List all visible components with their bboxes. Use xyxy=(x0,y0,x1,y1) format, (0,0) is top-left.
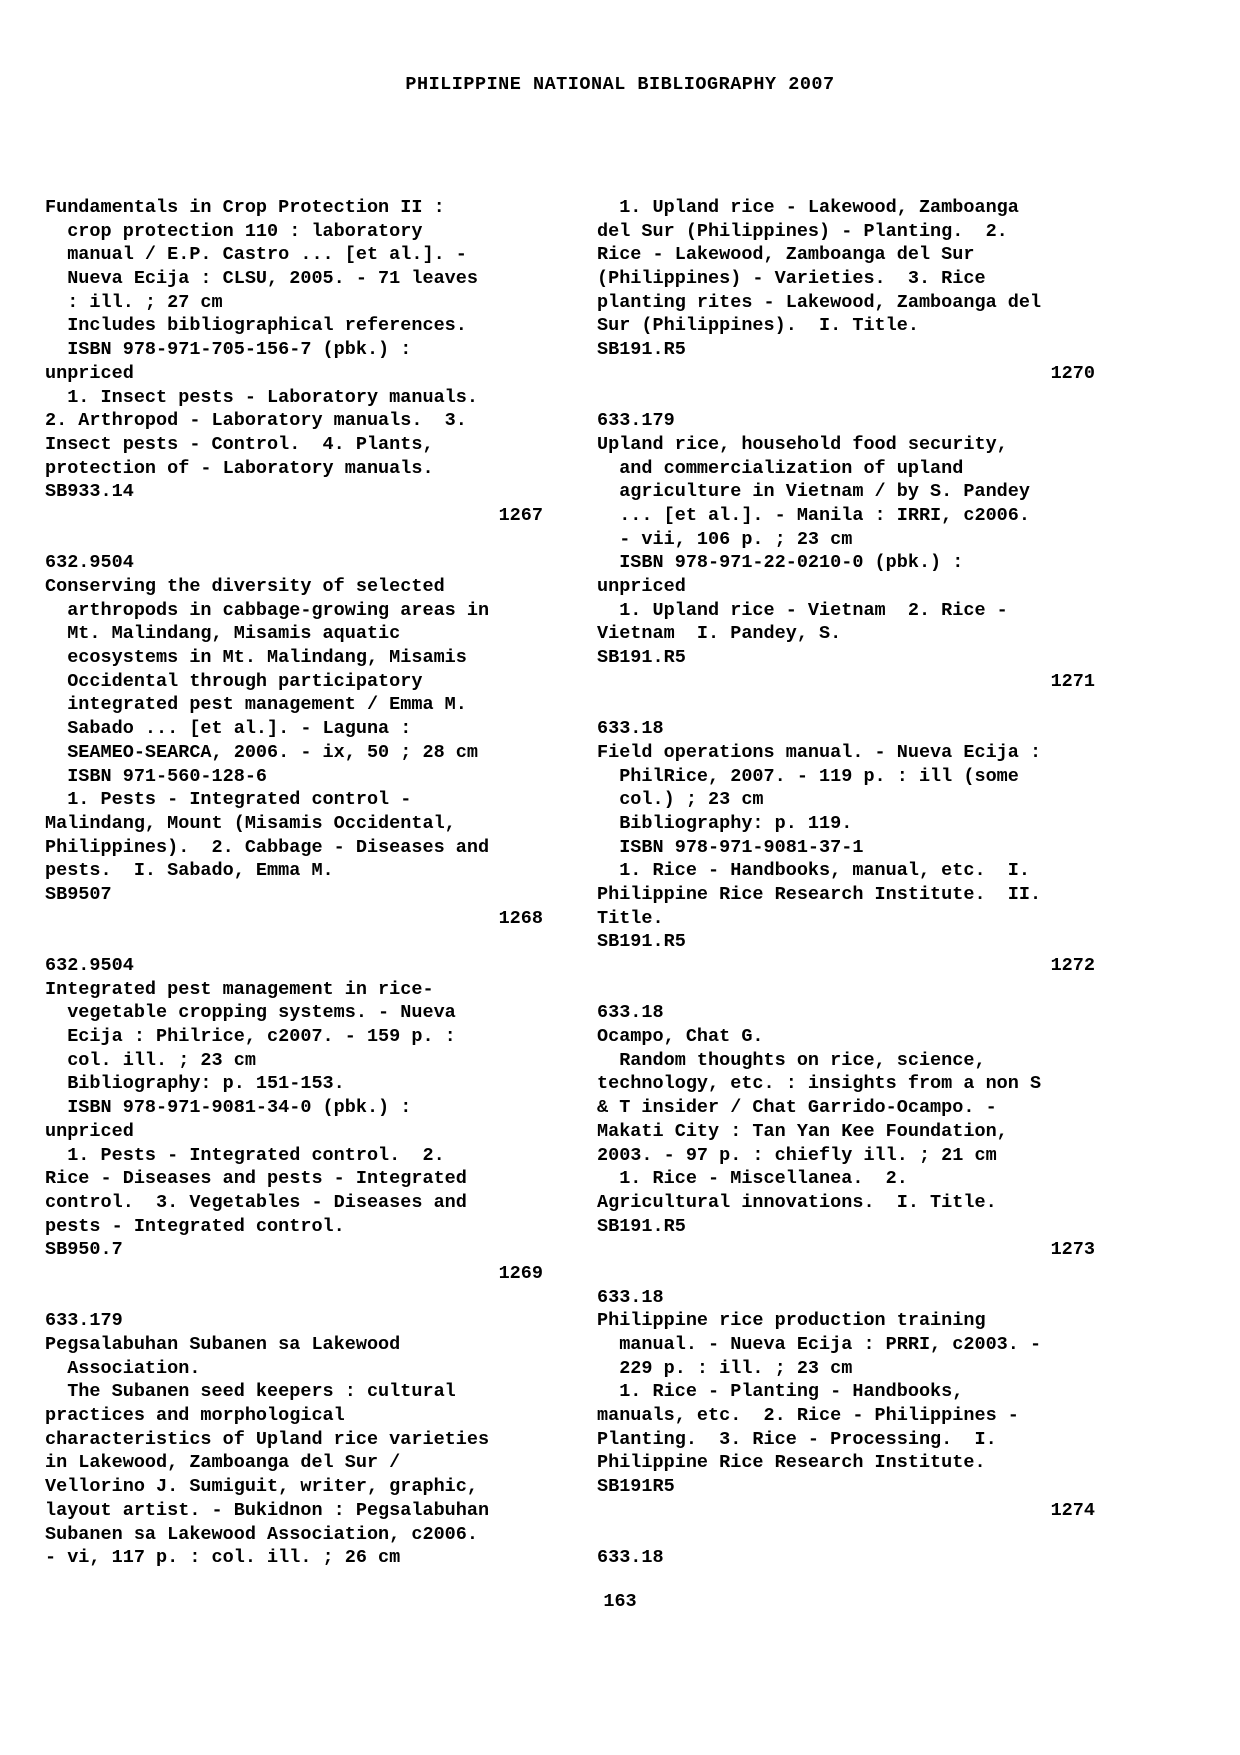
entry-line: Upland rice, household food security, xyxy=(597,433,1008,455)
bibliography-entry xyxy=(45,954,555,1286)
entry-line: 1. Rice - Handbooks, manual, etc. I. xyxy=(597,860,1030,882)
entry-line: 1. Upland rice - Vietnam 2. Rice - xyxy=(597,599,1008,621)
entry-line: Subanen sa Lakewood Association, c2006. xyxy=(45,1523,478,1545)
entry-line: 1. Pests - Integrated control - xyxy=(45,789,412,811)
entry-line: SEAMEO-SEARCA, 2006. - ix, 50 ; 28 cm xyxy=(45,741,478,763)
bibliography-entry xyxy=(597,409,1107,693)
entry-line: (Philippines) - Varieties. 3. Rice xyxy=(597,268,986,290)
entry-line: Association. xyxy=(45,1357,201,1379)
entry-line: in Lakewood, Zamboanga del Sur / xyxy=(45,1452,401,1474)
entry-line: Malindang, Mount (Misamis Occidental, xyxy=(45,812,456,834)
entry-line: Sur (Philippines). I. Title. xyxy=(597,315,919,337)
entry-line: Philippine Rice Research Institute. II. xyxy=(597,883,1042,905)
entry-line: 633.179 xyxy=(45,1310,123,1332)
entry-line: unpriced xyxy=(45,1120,134,1142)
entry-line: Planting. 3. Rice - Processing. I. xyxy=(597,1428,997,1450)
entry-line: practices and morphological xyxy=(45,1405,345,1427)
entry-line: Nueva Ecija : CLSU, 2005. - 71 leaves xyxy=(45,268,478,290)
entry-line: Vietnam I. Pandey, S. xyxy=(597,623,842,645)
left-column xyxy=(45,196,555,1594)
entry-line: unpriced xyxy=(45,362,134,384)
entry-line: SB191.R5 xyxy=(597,1215,686,1237)
entry-number: 1273 xyxy=(1050,1239,1095,1261)
entry-line: manuals, etc. 2. Rice - Philippines - xyxy=(597,1405,1019,1427)
entry-line: 1. Upland rice - Lakewood, Zamboanga xyxy=(597,197,1019,218)
entry-line: characteristics of Upland rice varieties xyxy=(45,1428,490,1450)
entry-line: Bibliography: p. 151-153. xyxy=(45,1073,345,1095)
entry-line: & T insider / Chat Garrido-Ocampo. - xyxy=(597,1097,997,1119)
page-number: 163 xyxy=(603,1591,637,1612)
entry-line: del Sur (Philippines) - Planting. 2. xyxy=(597,220,1008,242)
entry-line: 2. Arthropod - Laboratory manuals. 3. xyxy=(45,410,467,432)
bibliography-entry xyxy=(45,196,555,528)
entry-line: ... [et al.]. - Manila : IRRI, c2006. xyxy=(597,504,1030,526)
entry-line: Conserving the diversity of selected xyxy=(45,576,445,597)
entry-line: agriculture in Vietnam / by S. Pandey xyxy=(597,481,1030,503)
entry-number: 1270 xyxy=(1050,362,1095,384)
entry-line: pests - Integrated control. xyxy=(45,1215,345,1237)
entry-line: unpriced xyxy=(597,576,686,597)
entry-line: Agricultural innovations. I. Title. xyxy=(597,1191,997,1213)
entry-line: 633.18 xyxy=(597,1002,664,1024)
entry-line: Integrated pest management in rice- xyxy=(45,978,434,1000)
entry-line: Mt. Malindang, Misamis aquatic xyxy=(45,623,401,645)
entry-line: SB191.R5 xyxy=(597,931,686,953)
entry-line: Rice - Lakewood, Zamboanga del Sur xyxy=(597,244,975,266)
bibliography-entry xyxy=(597,1001,1107,1262)
entry-line: Philippines). 2. Cabbage - Diseases and xyxy=(45,836,490,858)
entry-line: vegetable cropping systems. - Nueva xyxy=(45,1002,456,1024)
bibliography-entry xyxy=(597,1546,1107,1570)
entry-line: 633.179 xyxy=(597,410,675,432)
entry-line: ISBN 971-560-128-6 xyxy=(45,765,268,787)
entry-line: Philippine rice production training xyxy=(597,1310,986,1332)
entry-line: SB933.14 xyxy=(45,481,134,503)
entry-line: - vi, 117 p. : col. ill. ; 26 cm xyxy=(45,1547,401,1569)
entry-line: 632.9504 xyxy=(45,955,134,976)
entry-line: protection of - Laboratory manuals. xyxy=(45,457,434,479)
entry-line: - vii, 106 p. ; 23 cm xyxy=(597,528,853,550)
entry-line: col. ill. ; 23 cm xyxy=(45,1049,256,1071)
entry-line: planting rites - Lakewood, Zamboanga del xyxy=(597,291,1042,313)
entry-line: Ocampo, Chat G. xyxy=(597,1026,764,1048)
bibliography-entry xyxy=(45,551,555,930)
entry-line: ISBN 978-971-9081-37-1 xyxy=(597,836,864,858)
entry-line: Title. xyxy=(597,907,664,929)
page-header: PHILIPPINE NATIONAL BIBLIOGRAPHY 2007 xyxy=(405,74,835,95)
entry-line: crop protection 110 : laboratory xyxy=(45,220,423,242)
entry-line: SB9507 xyxy=(45,883,112,905)
entry-line: Fundamentals in Crop Protection II : xyxy=(45,197,445,218)
entry-line: ISBN 978-971-22-0210-0 (pbk.) : xyxy=(597,552,964,574)
entry-line: integrated pest management / Emma M. xyxy=(45,694,467,716)
entry-line: 1. Rice - Miscellanea. 2. xyxy=(597,1168,908,1190)
entry-line: layout artist. - Bukidnon : Pegsalabuhan xyxy=(45,1499,490,1521)
entry-line: 229 p. : ill. ; 23 cm xyxy=(597,1357,853,1379)
entry-line: arthropods in cabbage-growing areas in xyxy=(45,599,490,621)
entry-line: col.) ; 23 cm xyxy=(597,789,764,811)
entry-line: ISBN 978-971-705-156-7 (pbk.) : xyxy=(45,339,412,361)
entry-line: 1. Pests - Integrated control. 2. xyxy=(45,1144,445,1166)
entry-number: 1274 xyxy=(1050,1499,1095,1521)
entry-line: control. 3. Vegetables - Diseases and xyxy=(45,1191,467,1213)
bibliography-entry xyxy=(597,196,1107,386)
entry-line: Sabado ... [et al.]. - Laguna : xyxy=(45,718,412,740)
entry-line: Bibliography: p. 119. xyxy=(597,812,853,834)
entry-line: ecosystems in Mt. Malindang, Misamis xyxy=(45,647,467,669)
entry-line: Rice - Diseases and pests - Integrated xyxy=(45,1168,467,1190)
entry-line: Philippine Rice Research Institute. xyxy=(597,1452,986,1474)
entry-line: SB191.R5 xyxy=(597,339,686,361)
entry-line: manual / E.P. Castro ... [et al.]. - xyxy=(45,244,467,266)
entry-line: Insect pests - Control. 4. Plants, xyxy=(45,433,434,455)
entry-line: The Subanen seed keepers : cultural xyxy=(45,1381,456,1403)
entry-line: and commercialization of upland xyxy=(597,457,964,479)
entry-number: 1269 xyxy=(498,1262,543,1284)
entry-line: 633.18 xyxy=(597,1547,664,1569)
entry-line: pests. I. Sabado, Emma M. xyxy=(45,860,334,882)
entry-line: Occidental through participatory xyxy=(45,670,423,692)
entry-line: Random thoughts on rice, science, xyxy=(597,1049,986,1071)
entry-number: 1271 xyxy=(1050,670,1095,692)
entry-line: technology, etc. : insights from a non S xyxy=(597,1073,1042,1095)
entry-line: Ecija : Philrice, c2007. - 159 p. : xyxy=(45,1026,456,1048)
entry-line: 1. Insect pests - Laboratory manuals. xyxy=(45,386,478,408)
entry-line: PhilRice, 2007. - 119 p. : ill (some xyxy=(597,765,1019,787)
entry-line: 1. Rice - Planting - Handbooks, xyxy=(597,1381,964,1403)
entry-line: 2003. - 97 p. : chiefly ill. ; 21 cm xyxy=(597,1144,997,1166)
entry-line: Includes bibliographical references. xyxy=(45,315,467,337)
entry-line: 633.18 xyxy=(597,1286,664,1308)
entry-line: : ill. ; 27 cm xyxy=(45,291,223,313)
entry-number: 1272 xyxy=(1050,955,1095,976)
entry-line: Makati City : Tan Yan Kee Foundation, xyxy=(597,1120,1008,1142)
bibliography-entry xyxy=(597,1286,1107,1523)
entry-line: SB191R5 xyxy=(597,1476,675,1498)
bibliography-entry xyxy=(45,1309,555,1570)
entry-line: 632.9504 xyxy=(45,552,134,574)
entry-line: SB950.7 xyxy=(45,1239,123,1261)
entry-line: manual. - Nueva Ecija : PRRI, c2003. - xyxy=(597,1334,1042,1355)
entry-number: 1268 xyxy=(498,907,543,929)
bibliography-entry xyxy=(597,717,1107,978)
entry-line: Vellorino J. Sumiguit, writer, graphic, xyxy=(45,1476,478,1498)
entry-line: SB191.R5 xyxy=(597,647,686,669)
entry-line: Pegsalabuhan Subanen sa Lakewood xyxy=(45,1334,401,1355)
entry-line: Field operations manual. - Nueva Ecija : xyxy=(597,741,1042,763)
right-column xyxy=(597,196,1107,1594)
entry-line: 633.18 xyxy=(597,718,664,740)
entry-line: ISBN 978-971-9081-34-0 (pbk.) : xyxy=(45,1097,412,1119)
entry-number: 1267 xyxy=(498,504,543,526)
